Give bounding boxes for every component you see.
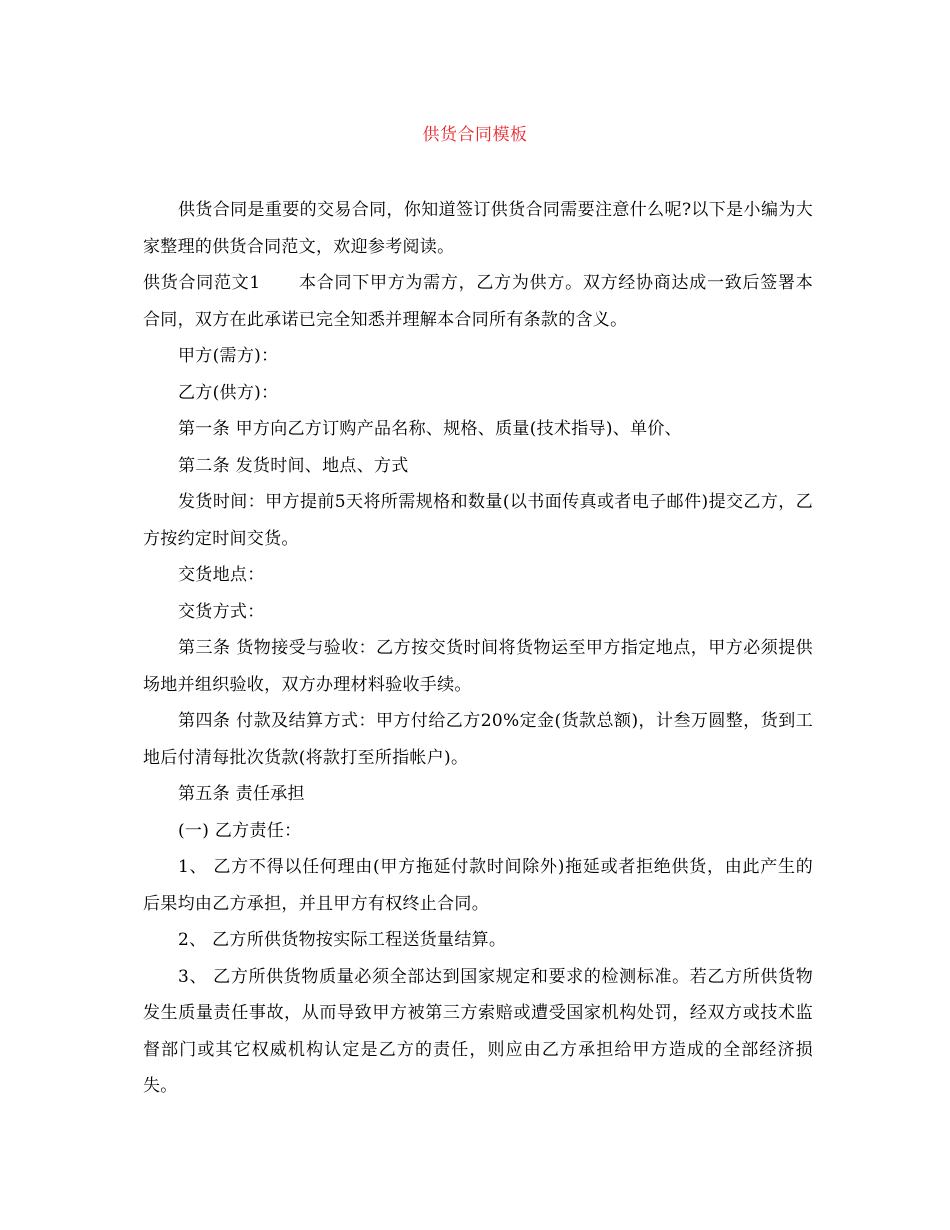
party-a-line: 甲方(需方)： [178,346,279,366]
delivery-time: 发货时间：甲方提前5天将所需规格和数量(以书面传真或者电子邮件)提交乙方，乙方按约定时间交货。 [143,492,813,549]
document-body [143,192,813,1105]
sample-intro: 本合同下甲方为需方，乙方为供方。双方经协商达成一致后签署本合同，双方在此承诺已完全知悉并理解本合同所有条款的含义。 [143,273,814,330]
sample-paragraph [143,265,813,338]
article-1: 第一条 甲方向乙方订购产品名称、规格、质量(技术指导)、单价、 [178,419,682,439]
delivery-place: 交货地点： [178,565,265,585]
article-4: 第四条 付款及结算方式：甲方付给乙方20%定金(货款总额)，计叁万圆整，货到工地后付清每批次货款(将款打至所指帐户)。 [143,711,813,768]
article-5: 第五条 责任承担 [178,784,305,804]
intro-paragraph: 供货合同是重要的交易合同，你知道签订供货合同需要注意什么呢?以下是小编为大家整理的供货合同范文，欢迎参考阅读。 [143,200,813,257]
article-3: 第三条 货物接受与验收：乙方按交货时间将货物运至甲方指定地点，甲方必须提供场地并组织验收，双方办理材料验收手续。 [143,638,813,695]
document-title: 供货合同模板 [422,125,528,145]
delivery-method: 交货方式： [178,601,265,622]
clause-1: 1、 乙方不得以任何理由(甲方拖延付款时间除外)拖延或者拒绝供货，由此产生的后果均由乙方承担，并且甲方有权终止合同。 [143,857,813,914]
sample-label: 供货合同范文1 [143,273,261,293]
article-2: 第二条 发货时间、地点、方式 [178,455,409,476]
section-b-responsibility: (一) 乙方责任： [178,820,302,841]
clause-2: 2、 乙方所供货物按实际工程送货量结算。 [178,930,507,950]
clause-3: 3、 乙方所供货物质量必须全部达到国家规定和要求的检测标准。若乙方所供货物发生质量责任事故，从而导致甲方被第三方索赔或遭受国家机构处罚，经双方或技术监督部门或其它权威机构认定是乙方的责任，则应由乙方承担给甲方造成的全部经济损失。 [143,966,813,1096]
party-b-line: 乙方(供方)： [178,382,279,403]
